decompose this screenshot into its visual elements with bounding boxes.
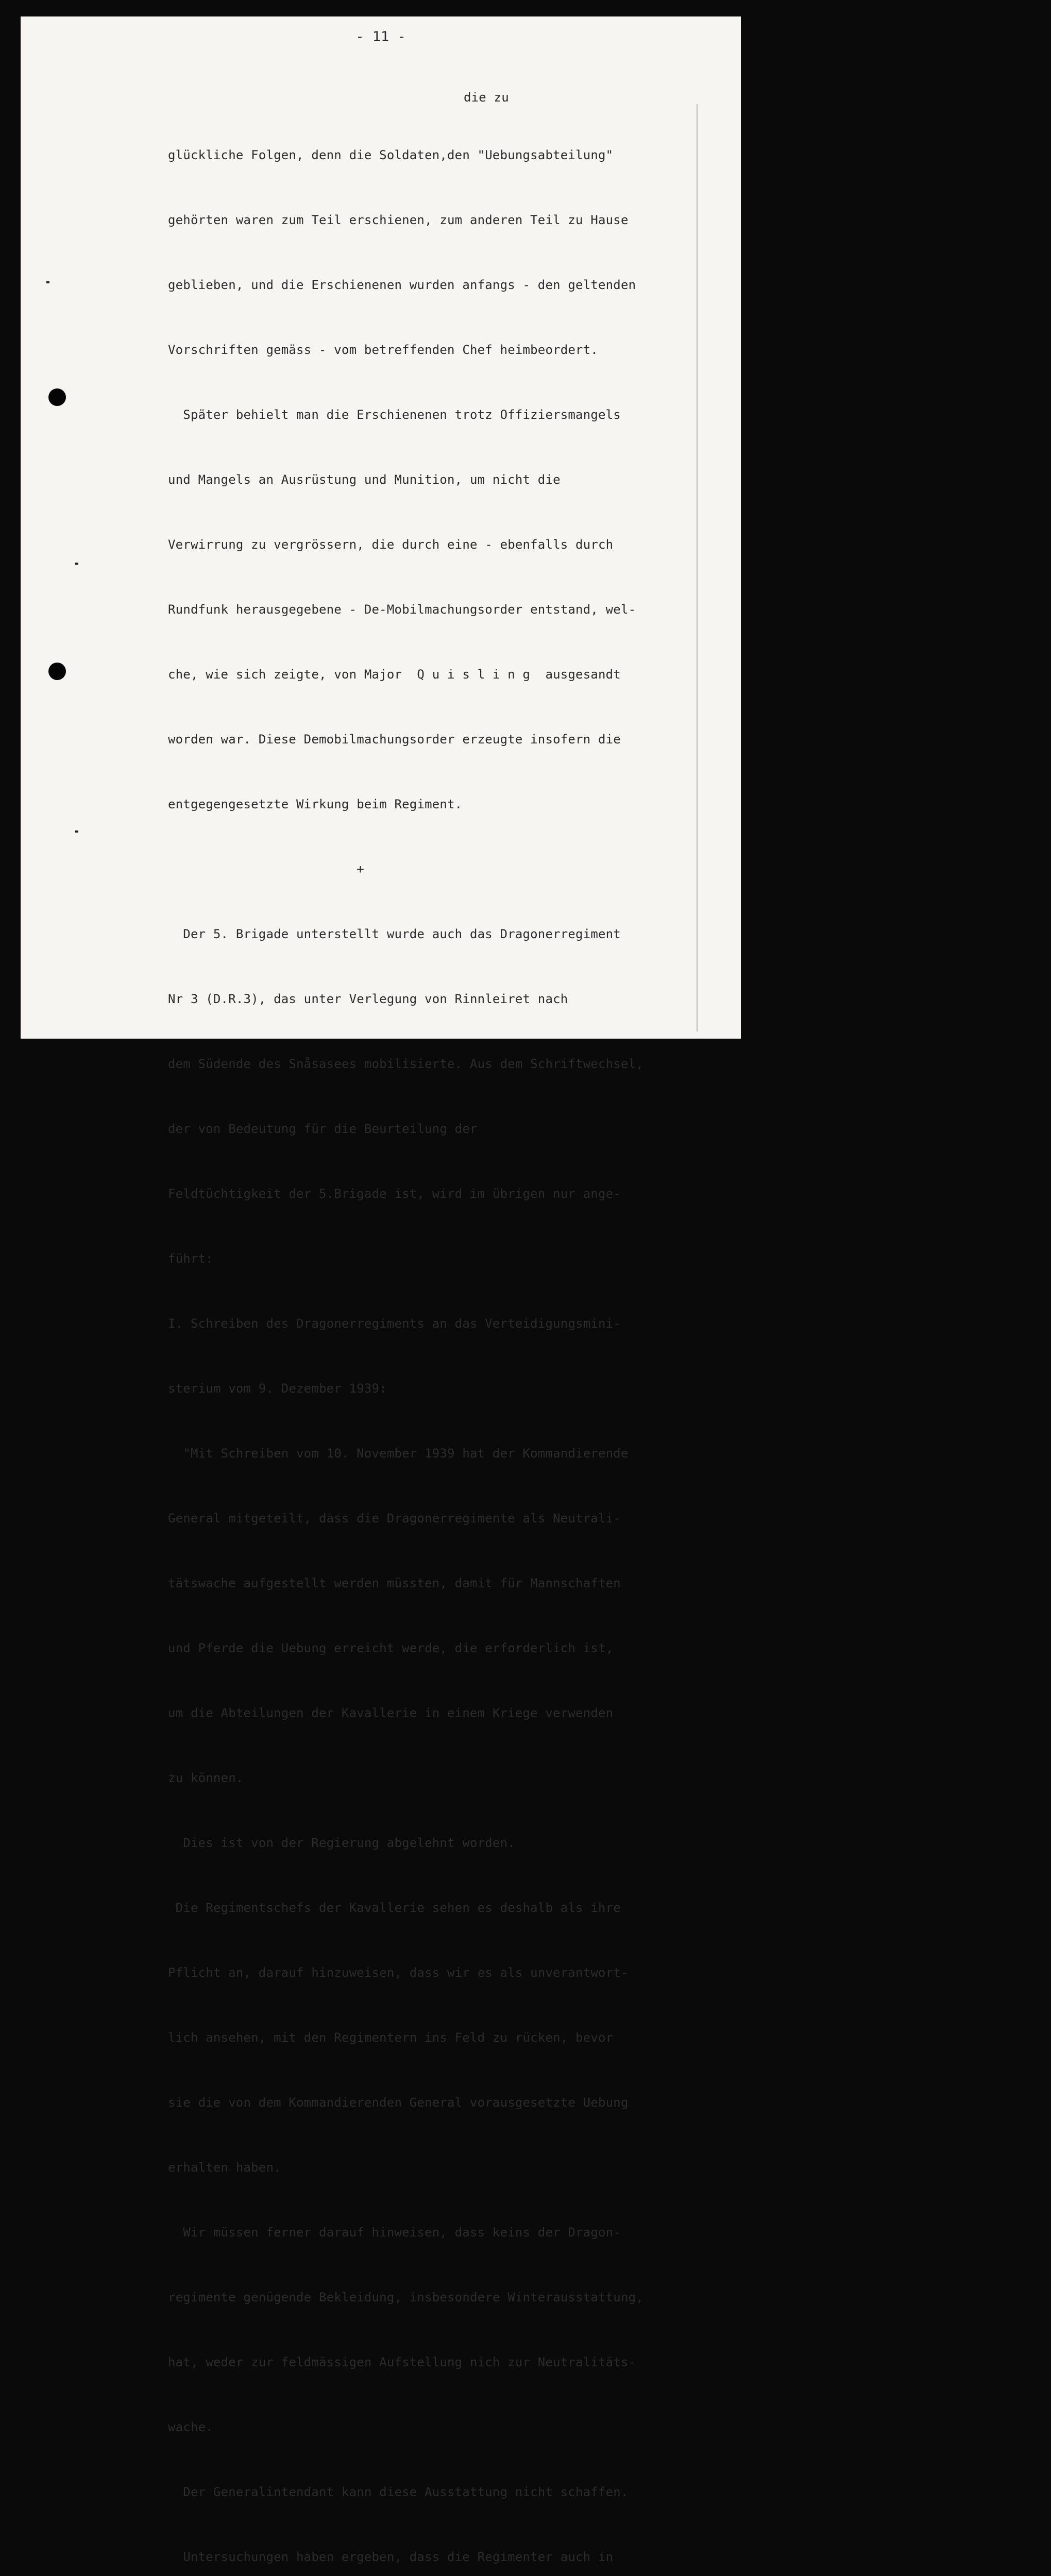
text-line: worden war. Diese Demobilmachungsorder erzeugte insofern die [168, 732, 621, 747]
page-number: - 11 - [355, 29, 406, 45]
text-line: geblieben, und die Erschienenen wurden anfangs - den geltenden [168, 278, 636, 292]
margin-mark [75, 563, 78, 565]
text-line: che, wie sich zeigte, von Major Q u i s l i n g ausgesandt [168, 667, 621, 682]
text-line: Der Generalintendant kann diese Ausstattung nicht schaffen. [168, 2485, 629, 2499]
text-line: sterium vom 9. Dezember 1939: [168, 1381, 387, 1396]
text-line: Die Regimentschefs der Kavallerie sehen es deshalb als ihre [168, 1901, 621, 1915]
text-line: lich ansehen, mit den Regimentern ins Feld zu rücken, bevor [168, 2030, 614, 2045]
text-line: Feldtüchtigkeit der 5.Brigade ist, wird im übrigen nur ange- [168, 1187, 621, 1201]
text-line: glückliche Folgen, denn die Soldaten,den "Uebungsabteilung" [168, 148, 614, 162]
text-line: sie die von dem Kommandierenden General vorausgesetzte Uebung [168, 2095, 629, 2110]
text-line: Rundfunk herausgegebene - De-Mobilmachungsorder entstand, wel- [168, 602, 636, 617]
text-line: Dies ist von der Regierung abgelehnt worden. [168, 1836, 515, 1850]
margin-rule [697, 104, 698, 1031]
text-line: und Pferde die Uebung erreicht werde, die erforderlich ist, [168, 1641, 614, 1655]
text-line: der von Bedeutung für die Beurteilung der [168, 1122, 478, 1136]
text-line: regimente genügende Bekleidung, insbesondere Winterausstattung, [168, 2290, 643, 2304]
text-line: Wir müssen ferner darauf hinweisen, dass keins der Dragon- [168, 2225, 621, 2240]
text-line: führt: [168, 1251, 213, 1266]
text-line: gehörten waren zum Teil erschienen, zum anderen Teil zu Hause [168, 213, 629, 227]
text-line: wache. [168, 2420, 213, 2434]
handwritten-insertion: die zu [464, 90, 509, 105]
text-line: entgegengesetzte Wirkung beim Regiment. [168, 797, 463, 811]
text-line: um die Abteilungen der Kavallerie in einem Kriege verwenden [168, 1706, 614, 1720]
text-line: zu können. [168, 1771, 244, 1785]
typed-text-body [168, 101, 755, 2576]
text-line: hat, weder zur feldmässigen Aufstellung nich zur Neutralitäts- [168, 2355, 636, 2369]
text-line: Der 5. Brigade unterstellt wurde auch das Dragonerregiment [168, 927, 621, 941]
text-line: dem Südende des Snåsasees mobilisierte. Aus dem Schriftwechsel, [168, 1057, 643, 1071]
document-page [21, 16, 741, 2564]
text-line: Später behielt man die Erschienenen trotz Offiziersmangels [168, 408, 621, 422]
text-line: Pflicht an, darauf hinzuweisen, dass wir es als unverantwort- [168, 1965, 629, 1980]
text-line: I. Schreiben des Dragonerregiments an das Verteidigungsmini- [168, 1316, 621, 1331]
margin-mark [46, 281, 49, 283]
text-line: "Mit Schreiben vom 10. November 1939 hat der Kommandierende [168, 1446, 629, 1461]
text-line: Nr 3 (D.R.3), das unter Verlegung von Rinnleiret nach [168, 992, 568, 1006]
margin-mark [75, 831, 78, 833]
text-line: General mitgeteilt, dass die Dragonerregimente als Neutrali- [168, 1511, 621, 1526]
section-separator: + [168, 862, 364, 876]
text-line: Verwirrung zu vergrössern, die durch eine - ebenfalls durch [168, 537, 614, 552]
text-line: Vorschriften gemäss - vom betreffenden Chef heimbeordert. [168, 343, 599, 357]
punch-hole [48, 388, 66, 406]
punch-hole [48, 663, 66, 680]
text-line: erhalten haben. [168, 2160, 281, 2175]
text-line: und Mangels an Ausrüstung und Munition, um nicht die [168, 472, 561, 487]
text-line: Untersuchungen haben ergeben, dass die Regimenter auch in [168, 2550, 614, 2564]
text-line: tätswache aufgestellt werden müssten, damit für Mannschaften [168, 1576, 621, 1590]
